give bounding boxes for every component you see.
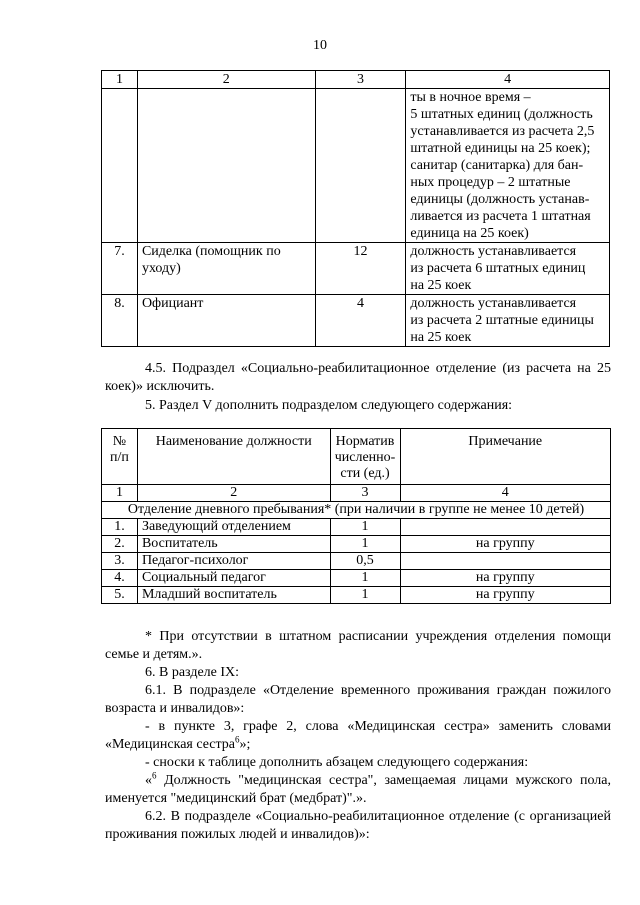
paragraph-6-1-item-b: - сноски к таблице дополнить абзацем следующего содержания: (145, 755, 529, 770)
row-number: 8. (102, 295, 138, 347)
note-line: единицы (должность устанав- (410, 192, 590, 207)
note-line: 5 штатных единиц (должность (410, 107, 593, 122)
position-note: на группу (400, 587, 610, 604)
paragraph-6-1-item-c (105, 772, 611, 808)
footnote-star: * При отсутствии в штатном расписании учреждения отделения помощи семье и детям.». (105, 629, 611, 662)
note-line: единица на 25 коек) (410, 226, 529, 241)
table-row (102, 570, 611, 587)
col-number-2: 2 (137, 71, 315, 89)
header-line: сти (ед.) (340, 466, 390, 481)
footnote-marker: 6 (235, 734, 240, 745)
header-position-name: Наименование должности (137, 429, 330, 485)
position-note (400, 519, 610, 536)
name-line: Официант (141, 296, 204, 311)
header-line: Норматив (335, 434, 395, 449)
position-name: Заведующий отделением (137, 519, 330, 536)
paragraph-4-5: 4.5. Подраздел «Социально-реабилитационное отделение (из расчета на 25 коек)» исключить. (105, 361, 611, 394)
position-norm: 1 (330, 587, 400, 604)
position-norm: 1 (330, 570, 400, 587)
note-line: должность устанавливается (410, 296, 577, 311)
paragraph-6-2: 6.2. В подразделе «Социально-реабилитационное отделение (с организацией проживания пожилых людей и инвалидов)»: (105, 809, 611, 842)
row-number: 5. (102, 587, 138, 604)
header-norm (330, 429, 400, 485)
column-numbers-row (102, 485, 611, 502)
position-count (315, 89, 406, 243)
position-name: Педагог-психолог (137, 553, 330, 570)
row-number: 7. (102, 243, 138, 295)
name-line: Сиделка (помощник по (141, 244, 281, 259)
position-norm: 1 (330, 519, 400, 536)
section-title: Отделение дневного пребывания* (при наличии в группе не менее 10 детей) (102, 502, 611, 519)
section-row (102, 502, 611, 519)
position-name (137, 243, 315, 295)
note-line: штатной единицы на 25 коек); (410, 141, 591, 156)
note-line: ты в ночное время – (410, 90, 531, 105)
row-number: 2. (102, 536, 138, 553)
note-line: на 25 коек (410, 278, 472, 293)
table-row (102, 243, 610, 295)
note-line: из расчета 2 штатные единицы (410, 313, 594, 328)
position-note (400, 553, 610, 570)
page-number: 10 (313, 38, 327, 53)
name-line: уходу) (141, 261, 181, 276)
header-line: численно- (334, 450, 396, 465)
paragraph-6-1-item-a (105, 718, 611, 754)
position-norm: 0,5 (330, 553, 400, 570)
position-note: на группу (400, 536, 610, 553)
day-care-staff-table (101, 428, 611, 604)
note-line: ливается из расчета 1 штатная (410, 209, 591, 224)
col-number-3: 3 (330, 485, 400, 502)
row-number: 1. (102, 519, 138, 536)
table-row (102, 295, 610, 347)
col-number-1: 1 (102, 485, 138, 502)
col-number-4: 4 (400, 485, 610, 502)
col-number-4: 4 (406, 71, 610, 89)
position-name (137, 89, 315, 243)
text-fragment: « (145, 773, 152, 788)
note-line: на 25 коек (410, 330, 472, 345)
table-row (102, 519, 611, 536)
position-name (137, 295, 315, 347)
note-line: ных процедур – 2 штатные (410, 175, 571, 190)
note-line: из расчета 6 штатных единиц (410, 261, 586, 276)
text-fragment: Должность "медицинская сестра", замещаемая лицами мужского пола, именуется "медицинский брат (медбрат)".». (105, 773, 611, 806)
position-count: 12 (315, 243, 406, 295)
paragraph-6: 6. В разделе IX: (145, 665, 240, 680)
header-line: № (112, 434, 127, 449)
header-line: п/п (110, 450, 129, 465)
note-line: санитар (санитарка) для бан- (410, 158, 584, 173)
col-number-3: 3 (315, 71, 406, 89)
row-number: 3. (102, 553, 138, 570)
position-name: Социальный педагог (137, 570, 330, 587)
position-name: Младший воспитатель (137, 587, 330, 604)
paragraph-5: 5. Раздел V дополнить подразделом следующего содержания: (145, 398, 513, 413)
table-header-row (102, 71, 610, 89)
row-number: 4. (102, 570, 138, 587)
note-line: устанавливается из расчета 2,5 (410, 124, 595, 139)
col-number-2: 2 (137, 485, 330, 502)
staff-table-continued (101, 70, 610, 347)
position-note (406, 89, 610, 243)
table-row (102, 536, 611, 553)
note-line: должность устанавливается (410, 244, 577, 259)
row-number (102, 89, 138, 243)
position-note (406, 295, 610, 347)
table-row (102, 553, 611, 570)
table-row (102, 587, 611, 604)
position-count: 4 (315, 295, 406, 347)
table-header-row (102, 429, 611, 485)
text-fragment: »; (239, 737, 251, 752)
col-number-1: 1 (102, 71, 138, 89)
header-note: Примечание (400, 429, 610, 485)
position-note: на группу (400, 570, 610, 587)
paragraph-6-1: 6.1. В подразделе «Отделение временного проживания граждан пожилого возраста и инвалидов»: (105, 683, 611, 716)
text-fragment: - в пункте 3, графе 2, слова «Медицинская сестра» заменить словами «Медицинская сестра (105, 719, 611, 752)
position-norm: 1 (330, 536, 400, 553)
position-note (406, 243, 610, 295)
position-name: Воспитатель (137, 536, 330, 553)
header-number (102, 429, 138, 485)
table-row (102, 89, 610, 243)
footnote-marker: 6 (152, 770, 157, 781)
